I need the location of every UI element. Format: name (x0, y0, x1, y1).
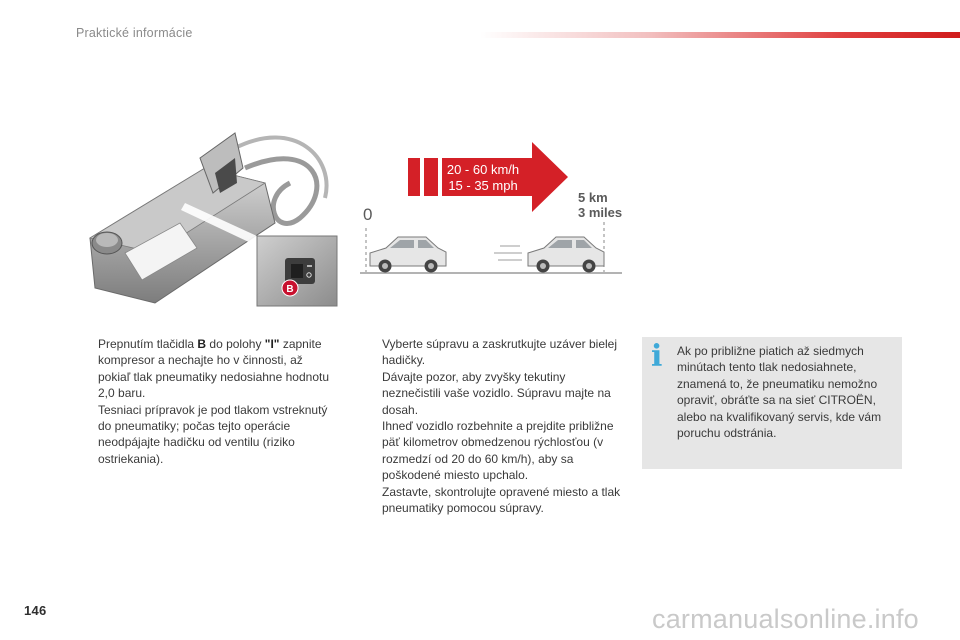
instruction-text: Prepnutím tlačidla B do polohy "I" zapnite kompresor a nechajte ho v činnosti, až pokiaľ tlak pneumatiky nedosiahne hodnotu 2,0 baru. Tesniaci prípravok je pod tlakom vstreknutý do pneumatiky; počas tejto operácie neodpájajte hadičku od ventilu (riziko ostriekania). (98, 337, 329, 466)
instruction-text: Ihneď vozidlo rozbehnite a prejdite približne päť kilometrov obmedzenou rýchlosťou (v rozmedzí od 20 do 60 km/h), aby sa poškodené miesto upchalo. (382, 419, 614, 483)
instruction-step (76, 336, 338, 467)
speed-arrow (442, 142, 568, 212)
speed-mph-label: 15 - 35 mph (448, 178, 518, 193)
info-box (642, 337, 902, 469)
instruction-text: Zastavte, skontrolujte opravené miesto a tlak pneumatiky pomocou súpravy. (382, 484, 621, 516)
instruction-step (360, 418, 622, 484)
callout-b-label: B (286, 284, 294, 295)
watermark: carmanualsonline.info (652, 604, 919, 634)
button-b-ref: B (197, 337, 207, 351)
section-title: Praktické informácie (76, 26, 193, 40)
distance-km-label: 5 km (578, 190, 608, 205)
instruction-note: Dávajte pozor, aby zvyšky tekutiny neznečistili vaše vozidlo. Súpravu majte na dosah. (382, 369, 611, 417)
arrow-bullet-icon (360, 336, 382, 418)
arrow-bullet-icon (360, 418, 382, 484)
instruction-note: Tesniaci prípravok je pod tlakom vstreknutý do pneumatiky; počas tejto operácie neodpájajte hadičku od ventilu (riziko ostriekania). (98, 402, 328, 466)
middle-instructions (360, 336, 622, 516)
info-icon: i (651, 339, 663, 374)
speed-bar-1 (408, 158, 420, 196)
instruction-step (360, 336, 622, 418)
arrow-bullet-icon (76, 336, 98, 467)
instruction-step (360, 484, 622, 517)
speed-kmh-label: 20 - 60 km/h (446, 162, 520, 177)
compressor-illustration (85, 128, 340, 308)
distance-miles-label: 3 miles (578, 205, 623, 220)
speed-distance-diagram (360, 140, 625, 280)
page-number: 146 (24, 603, 47, 618)
position-i-ref: "I" (264, 337, 280, 351)
motion-lines (494, 246, 522, 260)
left-instructions (76, 336, 338, 467)
start-distance-label: 0 (363, 205, 373, 224)
header-divider (480, 32, 960, 38)
info-text: Ak po približne piatich až siedmych minútach tento tlak nedosiahnete, znamená to, že pneumatiku nemožno opraviť, obráťte sa na sieť CITROËN, alebo na kvalifikovaný servis, kde vám poruchu odstránia. (677, 344, 882, 441)
instruction-text: Vyberte súpravu a zaskrutkujte uzáver bielej hadičky. Dávajte pozor, aby zvyšky tekutiny neznečistili vaše vozidlo. Súpravu majte na dosah. (382, 337, 618, 417)
arrow-bullet-icon (360, 484, 382, 517)
car-start-icon (370, 237, 446, 273)
car-moving-icon (528, 237, 604, 273)
speed-bar-2 (424, 158, 438, 196)
